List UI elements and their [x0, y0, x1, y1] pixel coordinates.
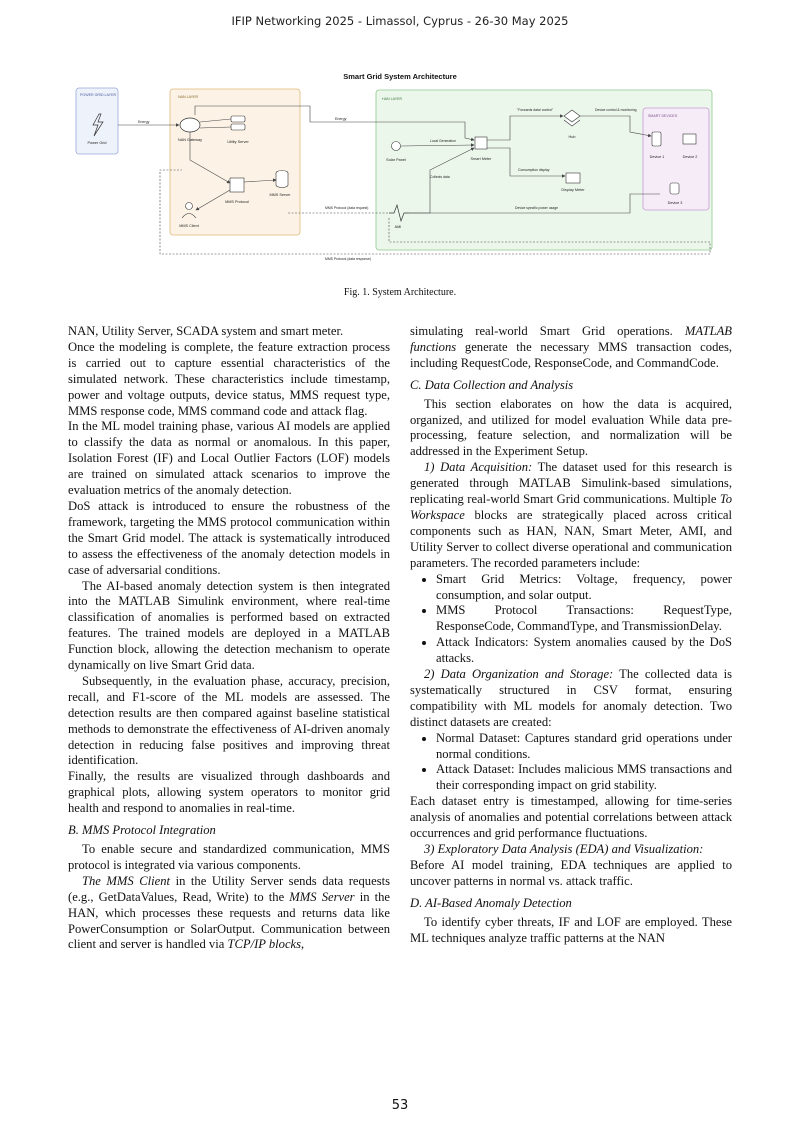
hub-label: Hub — [568, 135, 576, 139]
parameters-list — [410, 572, 732, 667]
utility-server-icon-lower — [231, 124, 245, 130]
mms-protocol-label: MMS Protocol — [225, 200, 249, 204]
list-item: • Smart Grid Metrics: Voltage, frequency, power consumption, and solar output. — [436, 572, 732, 604]
list-item: • Attack Dataset: Includes malicious MMS transactions and their corresponding impact on grid stability. — [436, 762, 732, 794]
right-paragraph-1-text-1: simulating real-world Smart Grid operations. — [410, 324, 685, 338]
matlab-functions-term: MATLAB functions — [410, 324, 732, 354]
left-column — [68, 324, 390, 953]
figure-caption: Fig. 1. System Architecture. — [343, 287, 457, 298]
right-paragraph-2: This section elaborates on how the data is acquired, organized, and utilized for model evaluation While data pre-processing, feature selection, and normalization will be addressed in the Experiment Setup. — [410, 396, 732, 459]
right-paragraph-7: To identify cyber threats, IF and LOF are employed. These ML techniques analyze traffic patterns at the NAN — [410, 914, 732, 945]
mms-server-label: MMS Server — [269, 193, 291, 197]
subsection-heading-3 — [410, 842, 732, 858]
smart-devices-layer — [643, 108, 709, 210]
left-paragraph-9-text-1: in the Utility Server sends data requests (e.g., GetDataValues, Read, Write) to the — [68, 873, 390, 904]
database-icon-body — [276, 173, 288, 188]
right-paragraph-1-text-2: generate the necessary MMS transaction codes, including RequestCode, ResponseCode, and CommandCode. — [410, 339, 732, 370]
left-paragraph-6: Subsequently, in the evaluation phase, accuracy, precision, recall, and F1-score of the ML models are assessed. The detection results are then compared against baseline statistical methods to demonstrate the effectiveness of AI-driven anomaly detection in reducing false positives and improving threat identification. — [68, 673, 390, 768]
left-paragraph-3: In the ML model training phase, various AI models are applied to classify the data as normal or anomalous. In this paper, Isolation Forest (IF) and Local Outlier Factors (LOF) models are trained on simulated attack scenarios to improve the evaluation metrics of the anomaly detection. — [68, 419, 390, 498]
left-paragraph-9 — [68, 874, 390, 954]
right-column — [410, 324, 732, 946]
chip-icon — [475, 137, 487, 149]
user-icon — [186, 203, 193, 210]
solar-panel-label: Solar Panel — [386, 158, 406, 162]
mms-server-term: MMS Server — [289, 889, 355, 904]
power-grid-layer-label: POWER GRID LAYER — [80, 93, 117, 97]
nan-layer — [170, 89, 300, 235]
watch-icon — [670, 183, 679, 194]
left-paragraph-5: The AI-based anomaly detection system is then integrated into the MATLAB Simulink environment, where real-time classification of anomalies is performed based on extracted features. The trained models are deployed in a MATLAB Function block, allowing the detection mechanism to operate dynamically on live Smart Grid data. — [68, 578, 390, 673]
mms-client-label: MMS Client — [179, 224, 199, 228]
right-paragraph-4 — [410, 667, 732, 731]
sun-icon — [392, 142, 401, 151]
left-paragraph-9-text-3: , — [301, 937, 305, 952]
to-workspace-term: To Workspace — [410, 492, 732, 522]
edge-label-device-control: Device control & monitoring — [595, 108, 637, 112]
architecture-figure — [70, 70, 730, 270]
left-paragraph-4: DoS attack is introduced to ensure the robustness of the framework, targeting the MMS protocol communication within the Smart Grid model. The attack is systematically introduced to assess the effectiveness of the anomaly detection models in case of adversarial conditions. — [68, 498, 390, 577]
subsection-heading-3-text: 3) Exploratory Data Analysis (EDA) and Visualization: — [424, 842, 704, 856]
tcpip-term: TCP/IP blocks — [227, 937, 302, 952]
mms-protocol-icon — [230, 178, 244, 192]
left-paragraph-9-text-2: in the HAN, which processes these requests and returns data like PowerConsumption or SolarOutput. Communication between client and server is handled via — [68, 889, 391, 952]
mms-client-term: The MMS Client — [82, 873, 171, 888]
right-paragraph-5: Each dataset entry is timestamped, allowing for time-series analysis of anomalies and potential correlations between attack occurrences and grid performance fluctuations. — [410, 794, 732, 841]
device2-label: Device 2 — [682, 155, 698, 159]
right-paragraph-4-text: The collected data is systematically structured in CSV format, ensuring compatibility with ML models for anomaly detection. Two distinct datasets are created: — [410, 667, 732, 729]
left-paragraph-7: Finally, the results are visualized through dashboards and graphical plots, allowing system operators to monitor grid health and respond to anomalies in real-time. — [68, 769, 390, 816]
right-paragraph-3 — [410, 460, 732, 571]
architecture-diagram — [70, 70, 730, 270]
section-heading-b: B. MMS Protocol Integration — [68, 823, 216, 838]
running-head: IFIP Networking 2025 - Limassol, Cyprus - 26-30 May 2025 — [231, 14, 569, 28]
list-item: • Normal Dataset: Captures standard grid operations under normal conditions. — [436, 731, 732, 763]
section-heading-d: D. AI-Based Anomaly Detection — [410, 895, 572, 910]
edge-label-device-power: Device specific power usage — [515, 206, 558, 210]
edge-label-mms-request: MMS Protocol (data request) — [325, 206, 369, 210]
right-paragraph-3-text-1: The dataset used for this research is generated through MATLAB Simulink-based simulations, replicating real-world Smart Grid communications. Multiple — [410, 460, 732, 507]
display-meter-label: Display Meter — [561, 188, 585, 192]
edge-label-collects-data: Collects data — [430, 175, 450, 179]
list-item: • MMS Protocol Transactions: RequestType, ResponseCode, CommandType, and TransmissionDelay. — [436, 603, 732, 635]
right-paragraph-1 — [410, 324, 732, 372]
smart-devices-label: SMART DEVICES — [648, 114, 678, 118]
cloud-icon — [180, 118, 200, 132]
subsection-heading-2: 2) Data Organization and Storage: — [424, 667, 614, 682]
edge-label-energy-1: Energy — [138, 120, 150, 124]
utility-server-label: Utility Server — [227, 140, 249, 144]
device3-label: Device 3 — [667, 201, 683, 205]
device1-label: Device 1 — [649, 155, 665, 159]
edge-label-consumption: Consumption display — [518, 168, 550, 172]
han-layer-label: HAN LAYER — [382, 97, 403, 101]
tv-icon — [683, 134, 696, 144]
edge-label-mms-response: MMS Protocol (data response) — [325, 257, 371, 261]
utility-server-icon — [231, 116, 245, 122]
right-paragraph-3-text-2: blocks are strategically placed across critical components such as HAN, NAN, Smart Meter, AMI, and Utility Server to collect diverse operational and communication parameters. The recorded parameters include: — [410, 507, 732, 570]
phone-icon — [652, 132, 661, 146]
monitor-icon — [566, 173, 580, 183]
edge-label-forwards: "Forwards data/ control" — [517, 108, 554, 112]
left-paragraph-8: To enable secure and standardized communication, MMS protocol is integrated via various components. — [68, 842, 390, 872]
edge-label-energy-2: Energy — [335, 117, 347, 121]
section-heading-c: C. Data Collection and Analysis — [410, 377, 574, 392]
ami-label: AMI — [394, 225, 402, 229]
nan-gateway-label: NAN Gateway — [177, 138, 203, 142]
smart-meter-label: Smart Meter — [470, 157, 492, 161]
page-number: 53 — [391, 1098, 409, 1113]
nan-layer-label: NAN LAYER — [178, 95, 199, 99]
left-paragraph-1: NAN, Utility Server, SCADA system and smart meter. — [68, 324, 344, 338]
datasets-list — [410, 731, 732, 795]
list-item: • Attack Indicators: System anomalies caused by the DoS attacks. — [436, 635, 732, 667]
right-paragraph-6: Before AI model training, EDA techniques are applied to uncover patterns in normal vs. attack traffic. — [410, 857, 732, 888]
edge-label-local-generation: Local Generation — [430, 139, 456, 143]
power-grid-label: Power Grid — [87, 141, 107, 145]
subsection-heading-1: 1) Data Acquisition: — [424, 460, 533, 475]
diagram-title: Smart Grid System Architecture — [343, 72, 457, 81]
left-paragraph-2: Once the modeling is complete, the feature extraction process is carried out to capture essential characteristics of the simulated network. These characteristics include timestamp, power and voltage outputs, device status, MMS request type, MMS response code, MMS command code and attack flag. — [68, 339, 390, 418]
